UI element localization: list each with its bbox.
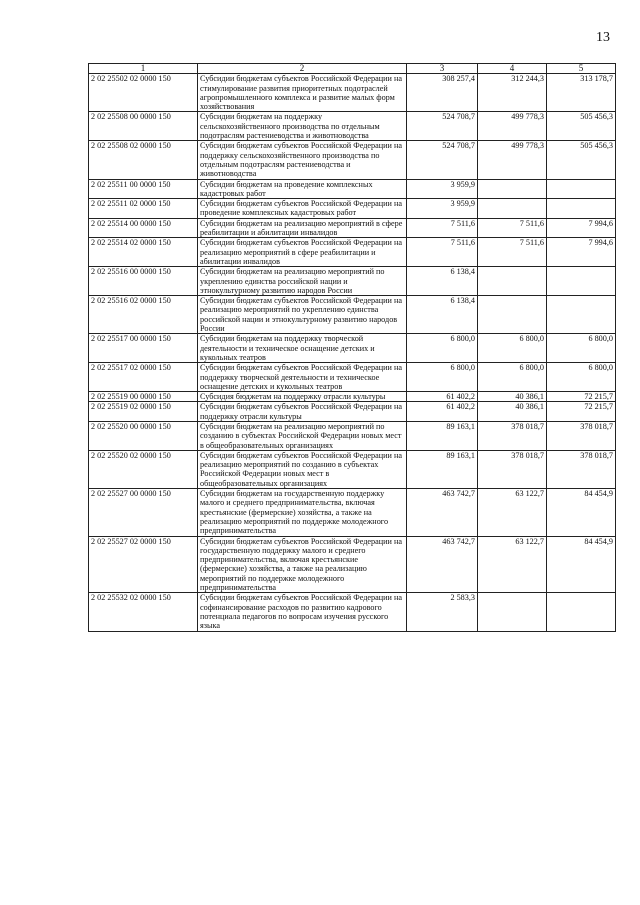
code-cell: 2 02 25520 02 0000 150 <box>89 450 198 488</box>
name-cell: Субсидии бюджетам на реализацию мероприятий в сфере реабилитации и абилитации инвалидов <box>198 218 407 238</box>
value-col4-cell: 378 018,7 <box>478 450 547 488</box>
value-col5-cell: 6 800,0 <box>547 334 616 363</box>
value-col4-cell: 499 778,3 <box>478 141 547 179</box>
code-cell: 2 02 25532 02 0000 150 <box>89 593 198 631</box>
name-cell: Субсидии бюджетам субъектов Российской Федерации на поддержку отрасли культуры <box>198 402 407 422</box>
value-col5-cell <box>547 593 616 631</box>
value-col3-cell: 463 742,7 <box>407 536 478 593</box>
column-header-1: 1 <box>89 64 198 74</box>
value-col4-cell: 312 244,3 <box>478 74 547 112</box>
value-col4-cell: 378 018,7 <box>478 421 547 450</box>
table-row <box>89 392 616 402</box>
code-cell: 2 02 25514 00 0000 150 <box>89 218 198 238</box>
name-cell: Субсидии бюджетам субъектов Российской Федерации на государственную поддержку малого и среднего предпринимательства, включая крестьянские (фермерские) хозяйства, а также на реализацию мероприятий по поддержке молодежного предпринимательства <box>198 536 407 593</box>
table-row <box>89 334 616 363</box>
value-col5-cell <box>547 296 616 334</box>
value-col3-cell: 61 402,2 <box>407 402 478 422</box>
value-col4-cell <box>478 267 547 296</box>
value-col5-cell: 313 178,7 <box>547 74 616 112</box>
value-col4-cell <box>478 179 547 199</box>
table-row <box>89 450 616 488</box>
value-col3-cell: 6 800,0 <box>407 334 478 363</box>
value-col3-cell: 3 959,9 <box>407 199 478 219</box>
code-cell: 2 02 25514 02 0000 150 <box>89 238 198 267</box>
value-col3-cell: 6 138,4 <box>407 267 478 296</box>
code-cell: 2 02 25508 02 0000 150 <box>89 141 198 179</box>
name-cell: Субсидии бюджетам на проведение комплексных кадастровых работ <box>198 179 407 199</box>
name-cell: Субсидия бюджетам на поддержку отрасли культуры <box>198 392 407 402</box>
table-row <box>89 179 616 199</box>
value-col3-cell: 7 511,6 <box>407 238 478 267</box>
value-col3-cell: 308 257,4 <box>407 74 478 112</box>
column-header-4: 4 <box>478 64 547 74</box>
value-col4-cell: 6 800,0 <box>478 363 547 392</box>
name-cell: Субсидии бюджетам субъектов Российской Федерации на реализацию мероприятий по созданию в субъектах Российской Федерации новых мест в общеобразовательных организациях <box>198 450 407 488</box>
code-cell: 2 02 25516 02 0000 150 <box>89 296 198 334</box>
name-cell: Субсидии бюджетам субъектов Российской Федерации на стимулирование развития приоритетных подотраслей агропромышленного комплекса и развитие малых форм хозяйствования <box>198 74 407 112</box>
value-col3-cell: 524 708,7 <box>407 141 478 179</box>
code-cell: 2 02 25517 00 0000 150 <box>89 334 198 363</box>
value-col5-cell: 84 454,9 <box>547 489 616 536</box>
table-row <box>89 199 616 219</box>
table-row <box>89 536 616 593</box>
value-col5-cell: 72 215,7 <box>547 402 616 422</box>
value-col4-cell <box>478 199 547 219</box>
value-col5-cell: 378 018,7 <box>547 421 616 450</box>
table-row <box>89 296 616 334</box>
value-col5-cell: 505 456,3 <box>547 112 616 141</box>
value-col4-cell: 499 778,3 <box>478 112 547 141</box>
table-row <box>89 363 616 392</box>
code-cell: 2 02 25520 00 0000 150 <box>89 421 198 450</box>
code-cell: 2 02 25511 00 0000 150 <box>89 179 198 199</box>
value-col3-cell: 89 163,1 <box>407 421 478 450</box>
value-col4-cell: 63 122,7 <box>478 536 547 593</box>
code-cell: 2 02 25527 00 0000 150 <box>89 489 198 536</box>
value-col3-cell: 2 583,3 <box>407 593 478 631</box>
code-cell: 2 02 25516 00 0000 150 <box>89 267 198 296</box>
value-col4-cell <box>478 593 547 631</box>
code-cell: 2 02 25508 00 0000 150 <box>89 112 198 141</box>
code-cell: 2 02 25517 02 0000 150 <box>89 363 198 392</box>
table-row <box>89 218 616 238</box>
value-col5-cell: 378 018,7 <box>547 450 616 488</box>
table-row <box>89 141 616 179</box>
table-row <box>89 402 616 422</box>
name-cell: Субсидии бюджетам на поддержку творческой деятельности и техническое оснащение детских и кукольных театров <box>198 334 407 363</box>
value-col4-cell: 7 511,6 <box>478 238 547 267</box>
name-cell: Субсидии бюджетам субъектов Российской Федерации на проведение комплексных кадастровых работ <box>198 199 407 219</box>
table-body <box>89 74 616 631</box>
column-header-2: 2 <box>198 64 407 74</box>
value-col4-cell: 40 386,1 <box>478 392 547 402</box>
code-cell: 2 02 25511 02 0000 150 <box>89 199 198 219</box>
table-row <box>89 112 616 141</box>
value-col3-cell: 61 402,2 <box>407 392 478 402</box>
value-col5-cell <box>547 199 616 219</box>
value-col5-cell: 84 454,9 <box>547 536 616 593</box>
value-col5-cell: 6 800,0 <box>547 363 616 392</box>
header-row <box>89 64 616 74</box>
value-col3-cell: 6 800,0 <box>407 363 478 392</box>
value-col4-cell: 6 800,0 <box>478 334 547 363</box>
value-col3-cell: 463 742,7 <box>407 489 478 536</box>
value-col5-cell: 7 994,6 <box>547 218 616 238</box>
table-row <box>89 593 616 631</box>
value-col5-cell <box>547 267 616 296</box>
name-cell: Субсидии бюджетам на государственную поддержку малого и среднего предпринимательства, включая крестьянские (фермерские) хозяйства, а также на реализацию мероприятий по поддержке молодежного предпринимательства <box>198 489 407 536</box>
code-cell: 2 02 25502 02 0000 150 <box>89 74 198 112</box>
name-cell: Субсидии бюджетам субъектов Российской Федерации на реализацию мероприятий по укреплению единства российской нации и этнокультурному развитию народов России <box>198 296 407 334</box>
name-cell: Субсидии бюджетам субъектов Российской Федерации на софинансирование расходов по развитию кадрового потенциала педагогов по вопросам изучения русского языка <box>198 593 407 631</box>
value-col3-cell: 6 138,4 <box>407 296 478 334</box>
value-col3-cell: 7 511,6 <box>407 218 478 238</box>
value-col4-cell: 63 122,7 <box>478 489 547 536</box>
value-col5-cell: 505 456,3 <box>547 141 616 179</box>
code-cell: 2 02 25527 02 0000 150 <box>89 536 198 593</box>
name-cell: Субсидии бюджетам на поддержку сельскохозяйственного производства по отдельным подотраслям растениеводства и животноводства <box>198 112 407 141</box>
value-col5-cell <box>547 179 616 199</box>
value-col3-cell: 3 959,9 <box>407 179 478 199</box>
value-col5-cell: 7 994,6 <box>547 238 616 267</box>
name-cell: Субсидии бюджетам субъектов Российской Федерации на поддержку сельскохозяйственного производства по отдельным подотраслям растениеводства и животноводства <box>198 141 407 179</box>
table-row <box>89 421 616 450</box>
name-cell: Субсидии бюджетам субъектов Российской Федерации на реализацию мероприятий в сфере реабилитации и абилитации инвалидов <box>198 238 407 267</box>
table-row <box>89 238 616 267</box>
value-col3-cell: 524 708,7 <box>407 112 478 141</box>
name-cell: Субсидии бюджетам на реализацию мероприятий по укреплению единства российской нации и этнокультурному развитию народов России <box>198 267 407 296</box>
name-cell: Субсидии бюджетам субъектов Российской Федерации на поддержку творческой деятельности и техническое оснащение детских и кукольных театров <box>198 363 407 392</box>
column-header-5: 5 <box>547 64 616 74</box>
value-col4-cell: 7 511,6 <box>478 218 547 238</box>
value-col4-cell <box>478 296 547 334</box>
page-number: 13 <box>596 30 610 45</box>
table-row <box>89 489 616 536</box>
table-row <box>89 74 616 112</box>
code-cell: 2 02 25519 02 0000 150 <box>89 402 198 422</box>
value-col3-cell: 89 163,1 <box>407 450 478 488</box>
budget-table <box>88 63 616 632</box>
code-cell: 2 02 25519 00 0000 150 <box>89 392 198 402</box>
name-cell: Субсидии бюджетам на реализацию мероприятий по созданию в субъектах Российской Федерации новых мест в общеобразовательных организациях <box>198 421 407 450</box>
column-header-3: 3 <box>407 64 478 74</box>
value-col5-cell: 72 215,7 <box>547 392 616 402</box>
value-col4-cell: 40 386,1 <box>478 402 547 422</box>
table-row <box>89 267 616 296</box>
